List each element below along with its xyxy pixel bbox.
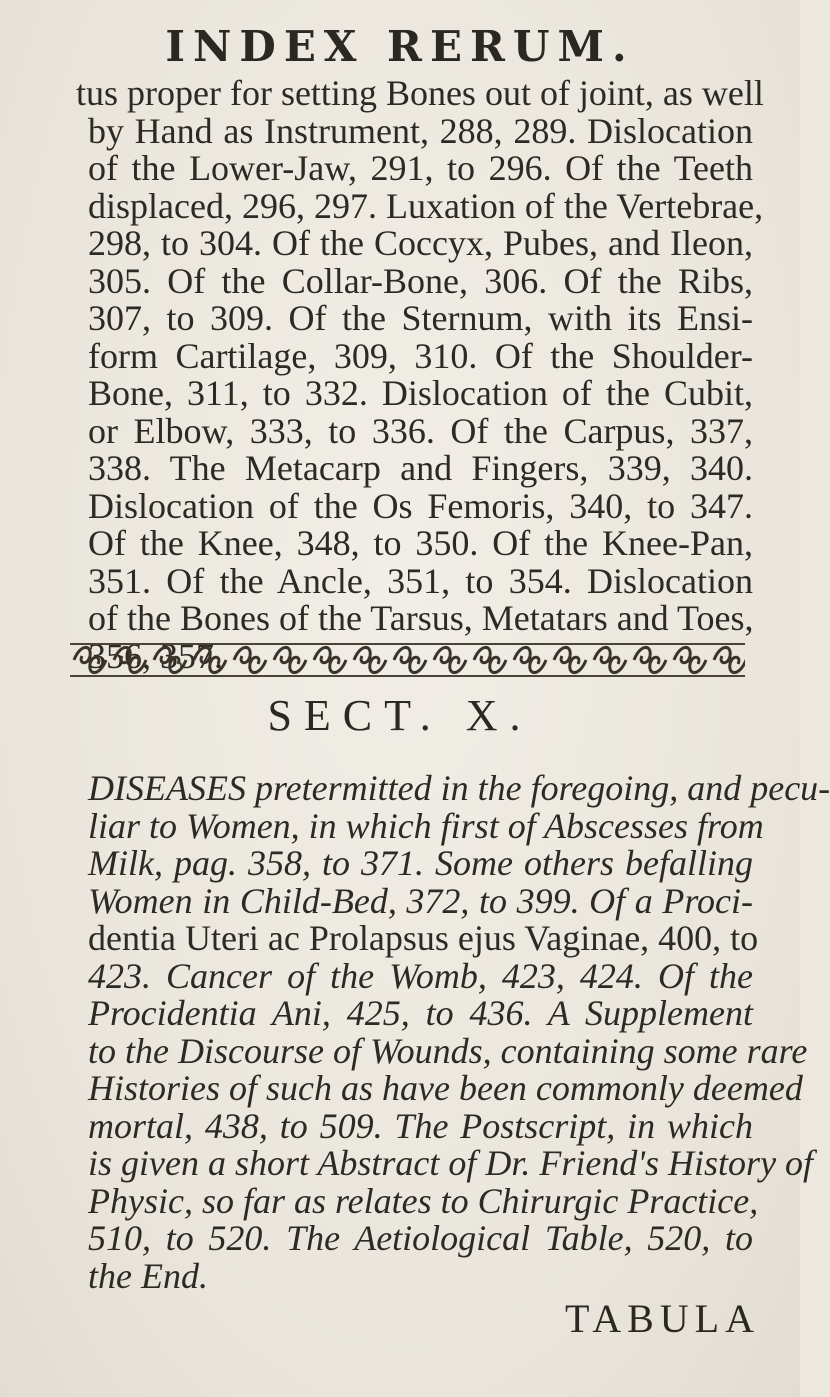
text-line: displaced, 296, 297. Luxation of the Vertebrae, (88, 185, 764, 226)
text-line: dentia Uteri ac Prolapsus ejus Vaginae, 400, to (88, 918, 759, 958)
text-line: Bone, 311, to 332. Dislocation of the Cubit, (88, 373, 753, 413)
text-line: DISEASES pretermitted in the foregoing, and pecu- (88, 768, 830, 808)
text-line: the End. (88, 1255, 208, 1296)
text-line: form Cartilage, 309, 310. Of the Shoulder- (88, 335, 753, 376)
text-line: tus proper for setting Bones out of joint, as well (76, 73, 764, 113)
text-line: 307, to 309. Of the Sternum, with its Ensi- (88, 298, 753, 338)
text-line: Milk, pag. 358, to 371. Some others befalling (88, 843, 753, 883)
text-line: of the Bones of the Tarsus, Metatars and Toes, (88, 598, 754, 638)
text-line: Physic, so far as relates to Chirurgic Practice, (88, 1180, 759, 1221)
section-x-entries (88, 768, 830, 1296)
text-line: mortal, 438, to 509. The Postscript, in which (88, 1105, 753, 1146)
text-line: liar to Women, in which first of Abscesses from (88, 805, 764, 846)
section-heading: SECT. X. (267, 691, 533, 740)
text-line: of the Lower-Jaw, 291, to 296. Of the Teeth (88, 148, 753, 188)
text-line: Histories of such as have been commonly deemed (88, 1068, 803, 1108)
text-line: Women in Child-Bed, 372, to 399. Of a Proci- (88, 880, 753, 921)
text-line: 423. Cancer of the Womb, 423, 424. Of the (88, 955, 753, 996)
catchword: TABULA (565, 1296, 761, 1341)
text-line: by Hand as Instrument, 288, 289. Dislocation (88, 110, 753, 151)
running-head: INDEX RERUM. (165, 22, 635, 71)
text-line: Dislocation of the Os Femoris, 340, to 347. (88, 485, 753, 526)
index-entries-continued (76, 73, 764, 675)
text-line: 338. The Metacarp and Fingers, 339, 340. (88, 448, 753, 488)
ornament-pattern-icon (70, 638, 745, 682)
text-line: 305. Of the Collar-Bone, 306. Of the Ribs, (88, 260, 753, 301)
text-line: 510, to 520. The Aetiological Table, 520, to (88, 1218, 753, 1258)
text-line: 351. Of the Ancle, 351, to 354. Dislocation (88, 560, 753, 601)
text-line: is given a short Abstract of Dr. Friend's History of (88, 1143, 814, 1183)
text-line: to the Discourse of Wounds, containing some rare (88, 1030, 808, 1071)
ornamental-band (70, 638, 745, 682)
text-line: 298, to 304. Of the Coccyx, Pubes, and Ileon, (88, 223, 753, 263)
text-line: Procidentia Ani, 425, to 436. A Supplement (88, 993, 753, 1033)
text-line: Of the Knee, 348, to 350. Of the Knee-Pan, (88, 523, 753, 563)
text-line: or Elbow, 333, to 336. Of the Carpus, 337, (88, 410, 753, 451)
